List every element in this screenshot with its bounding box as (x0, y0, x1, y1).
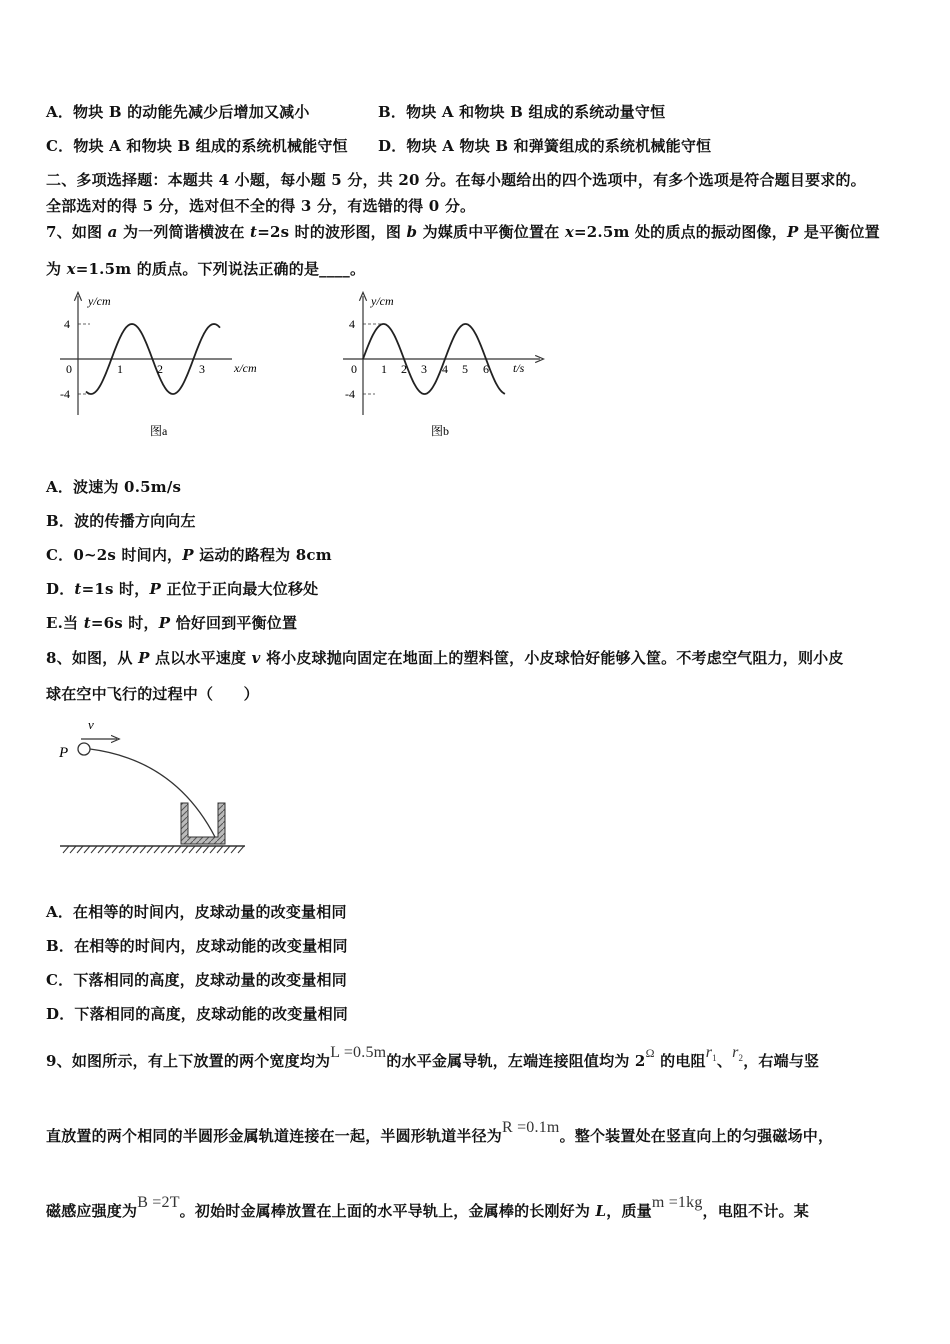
q6-option-d: D．物块 A 物块 B 和弹簧组成的系统机械能守恒 (378, 137, 712, 155)
x-tick-2: 2 (157, 362, 163, 376)
q8-option-c: C．下落相同的高度，皮球动量的改变量相同 (46, 971, 347, 989)
t-tick-4: 4 (442, 362, 448, 376)
figure-a-caption: 图a (150, 424, 168, 438)
q7-stem-line2: 为 x=1.5m 的质点。下列说法正确的是____。 (46, 260, 366, 278)
math-m: m =1kg (651, 1194, 703, 1211)
y-tick-bottom: -4 (345, 387, 355, 401)
q7-option-d: D．t=1s 时，P 正位于正向最大位移处 (46, 580, 319, 598)
q7-option-a: A．波速为 0.5m/s (46, 478, 182, 496)
ball-icon (78, 743, 90, 755)
y-tick-bottom: -4 (60, 387, 70, 401)
y-axis-label: y/cm (371, 294, 394, 308)
velocity-label: v (88, 717, 94, 732)
math-R: R =0.1m (502, 1119, 560, 1136)
q9-stem-line1: 9、如图所示，有上下放置的两个宽度均为L =0.5m的水平金属导轨，左端连接阻值均为 $2^\Omega$ 的电阻$r_1$、$r_2$，右端与竖 (46, 1044, 820, 1070)
q8-option-a: A．在相等的时间内，皮球动量的改变量相同 (46, 903, 347, 921)
t-axis-label: t/s (513, 361, 525, 375)
t-tick-6: 6 (483, 362, 489, 376)
figure-a-wave-graph (50, 290, 280, 440)
figure-b-caption: 图b (431, 424, 450, 438)
math-L: L =0.5m (330, 1044, 387, 1061)
y-axis-label: y/cm (88, 294, 111, 308)
section-header-line1: 二、多项选择题：本题共 4 小题，每小题 5 分，共 20 分。在每小题给出的四个选项中，有多个选项是符合题目要求的。 (46, 171, 866, 189)
q7-option-e: E.当 t=6s 时，P 恰好回到平衡位置 (46, 614, 298, 632)
x-tick-1: 1 (117, 362, 123, 376)
math-B: B =2T (137, 1194, 180, 1211)
q8-stem-line2: 球在空中飞行的过程中（ ） (46, 685, 259, 703)
q6-option-b: B．物块 A 和物块 B 组成的系统动量守恒 (378, 103, 666, 121)
x-axis-label: x/cm (234, 361, 257, 375)
t-tick-5: 5 (462, 362, 468, 376)
origin-label: 0 (66, 362, 72, 376)
basket-icon (181, 803, 225, 844)
figure-b-vibration-graph (335, 290, 550, 440)
q7-stem-line1: 7、如图 a 为一列简谐横波在 t=2s 时的波形图，图 b 为媒质中平衡位置在 x=2.5m 处的质点的振动图像，P 是平衡位置 (46, 223, 880, 241)
q6-option-c: C．物块 A 和物块 B 组成的系统机械能守恒 (46, 137, 348, 155)
math-r2: $r_2$ (732, 1044, 744, 1064)
origin-label: 0 (351, 362, 357, 376)
section-header-line2: 全部选对的得 5 分，选对但不全的得 3 分，有选错的得 0 分。 (46, 197, 476, 215)
q8-option-b: B．在相等的时间内，皮球动能的改变量相同 (46, 937, 348, 955)
x-tick-3: 3 (199, 362, 205, 376)
q7-option-c: C．0~2s 时间内，P 运动的路程为 8cm (46, 546, 332, 564)
q9-stem-line3: 磁感应强度为B =2T。初始时金属棒放置在上面的水平导轨上，金属棒的长刚好为 L，质量m =1kg，电阻不计。某 (46, 1194, 809, 1220)
q7-option-b: B．波的传播方向向左 (46, 512, 196, 530)
y-tick-top: 4 (349, 317, 355, 331)
q8-projectile-figure (55, 715, 260, 860)
point-p-label: P (59, 745, 69, 761)
ground-hatching (63, 846, 244, 853)
t-tick-1: 1 (381, 362, 387, 376)
trajectory-curve (90, 749, 215, 837)
q8-option-d: D．下落相同的高度，皮球动能的改变量相同 (46, 1005, 349, 1023)
math-ohm: Ω (645, 1046, 655, 1060)
q9-stem-line2: 直放置的两个相同的半圆形金属轨道连接在一起，半圆形轨道半径为R =0.1m。整个装置处在竖直向上的匀强磁场中， (46, 1119, 834, 1145)
t-tick-2: 2 (401, 362, 407, 376)
y-tick-top: 4 (64, 317, 70, 331)
math-r1: $r_1$ (705, 1044, 717, 1064)
t-tick-3: 3 (421, 362, 427, 376)
q8-stem-line1: 8、如图，从 P 点以水平速度 v 将小皮球抛向固定在地面上的塑料筐，小皮球恰好能够入筐。不考虑空气阻力，则小皮 (46, 649, 844, 667)
q6-option-a: A．物块 B 的动能先减少后增加又减小 (46, 103, 310, 121)
